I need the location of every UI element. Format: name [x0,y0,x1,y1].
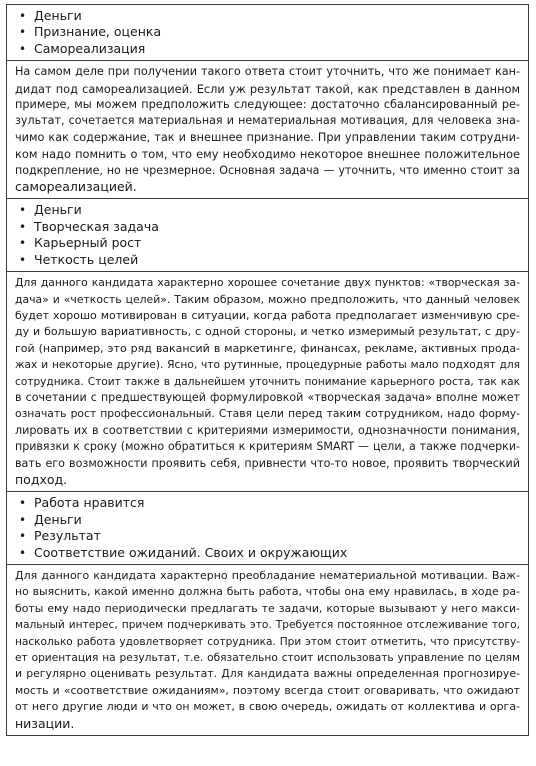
list-item: • Признание, оценка [19,24,528,40]
list-item: • Творческая задача [19,219,528,235]
text-line: боты ему надо периодически предлагать те задачи, которые вызывают у него макси- [15,601,520,615]
list-item: • Соответствие ожиданий. Своих и окружающих [19,545,528,561]
text-line: мальный интерес, причем подчеркивать это. Требуется постоянное отслеживание того, [15,618,520,632]
text-line: сотрудника. Стоит также в дальнейшем уточнить понимание карьерного роста, так как [15,375,520,388]
table-row [7,5,529,61]
list-item: • Самореализация [19,41,528,57]
text-line: будет хорошо мотивирован в ситуации, когда работа предполагает изменчивую сре- [15,308,520,322]
text-line: но выяснить, какой именно должна быть работа, чтобы она ему нравилась, в ходе ра- [15,585,520,599]
text-line: На самом деле при получении такого ответа стоит уточнить, что же понимает кан- [15,65,520,79]
paragraph [7,565,528,735]
text-line: подход. [15,471,68,487]
list-item: • Деньги [19,8,528,24]
text-line: означать рост профессиональный. Ставя цели перед таким сотрудником, надо форму- [15,407,520,421]
text-line: дидат под самореализацией. Если уж результат такой, как представлен в данном [15,81,520,96]
paragraph [7,61,528,198]
paragraph [7,272,528,491]
list-item: • Деньги [19,512,528,528]
bullet-list [7,492,528,564]
text-line: чимо как содержание, так и внешнее признание. При управлении таким сотрудни- [15,130,520,144]
list-cell [7,199,529,272]
bullet-list [7,5,528,60]
list-item: • Карьерный рост [19,235,528,251]
motivation-table [6,4,529,736]
text-line: в сочетании с предшествующей формулировкой «творческая задача» вполне может [15,390,520,404]
text-line: лировать их в соответствии с критериями измеримости, однозначности понимания, [15,423,520,437]
text-line: дача» и «четкость целей». Таким образом, можно предположить, что данный человек [15,292,520,306]
text-line: жах и некоторые другие). Ясно, что рутинные, процедурные работы мало подходят для [15,358,520,372]
list-cell [7,5,529,61]
table-row [7,272,529,492]
text-line: вать его возможности проявить себя, привнести что-то новое, проявить творческий [15,456,520,470]
list-cell [7,492,529,565]
text-line: ду и большую вариативность, с одной стороны, и четко измеримый результат, с дру- [15,325,520,339]
paragraph-cell [7,61,529,199]
list-item: • Работа нравится [19,495,528,511]
list-item: • Результат [19,528,528,544]
text-line: Для данного кандидата характерно хорошее сочетание двух пунктов: «творческая за- [15,276,520,290]
table-row [7,61,529,199]
list-item: • Деньги [19,202,528,218]
text-line: Для данного кандидата характерно преобладание нематериальной мотивации. Важ- [15,569,520,582]
text-line: примере, мы можем предположить следующее: достаточно сбалансированный ре- [15,98,520,112]
text-line: ет ориентация на результат, т.е. обязательно стоит использовать управление по целям [15,651,520,665]
table-row [7,492,529,565]
text-line: гой (например, это ряд вакансий в маркетинге, финансах, рекламе, активных прода- [15,341,520,355]
text-line: низации. [15,715,75,731]
text-line: подкрепление, но не чрезмерное. Основная задача — уточнить, что именно стоит за [15,163,520,177]
text-line: зультат, сочетается материальная и нематериальная мотивация, для человека зна- [15,114,520,128]
paragraph-cell [7,565,529,736]
text-line: привязки к сроку (можно обратиться к критериям SMART — цели, а также подчерки- [15,440,520,454]
text-line: ком надо помнить о том, что ему необходимо некоторое внешнее положительное [15,147,520,162]
text-line: мость и «соответствие ожиданиям», поэтому всегда стоит оговаривать, что ожидают [15,683,520,697]
table-row [7,199,529,272]
text-line: насколько работа удовлетворяет сотрудника. При этом стоит отметить, что присутству- [15,635,520,648]
paragraph-cell [7,272,529,492]
text-line: и регулярно оценивать результат. Для кандидата важны определенная прогнозируе- [15,667,520,681]
text-line: самореализацией. [15,179,137,195]
bullet-list [7,199,528,271]
list-item: • Четкость целей [19,252,528,268]
table-row [7,565,529,736]
text-line: от него другие люди и что он может, в свою очередь, ожидать от коллектива и орга- [15,700,520,714]
